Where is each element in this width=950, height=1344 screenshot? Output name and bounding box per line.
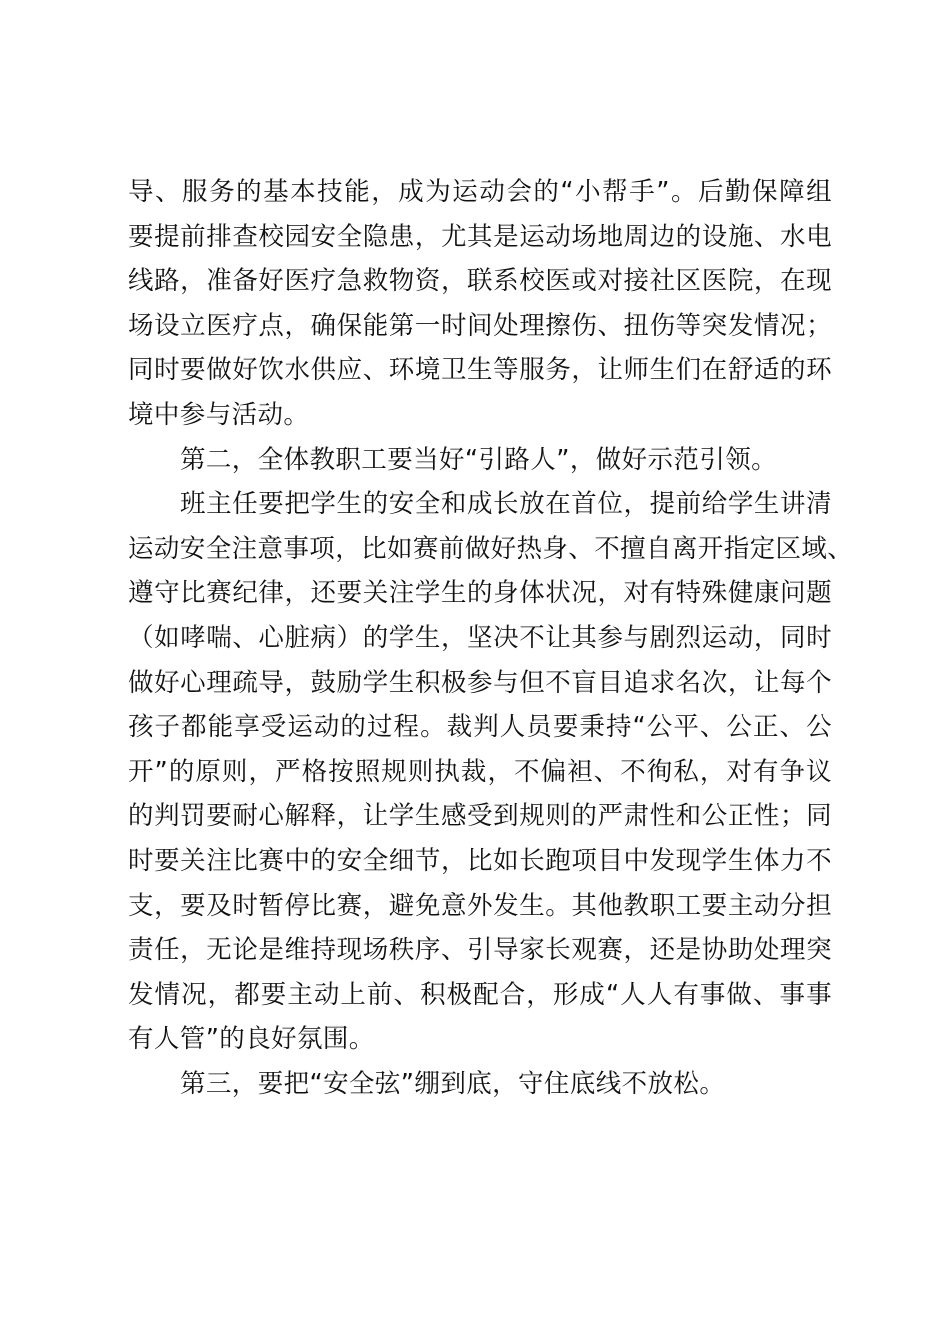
text-line: 时要关注比赛中的安全细节，比如长跑项目中发现学生体力不 (128, 845, 832, 876)
text-line: 遵守比赛纪律，还要关注学生的身体状况，对有特殊健康问题 (128, 578, 832, 609)
text-line: 境中参与活动。 (128, 399, 310, 430)
text-line: 场设立医疗点，确保能第一时间处理擦伤、扭伤等突发情况； (128, 310, 832, 341)
text-line: 孩子都能享受运动的过程。裁判人员要秉持“公平、公正、公 (128, 712, 832, 743)
text-line: （如哮喘、心脏病）的学生，坚决不让其参与剧烈运动，同时 (128, 622, 832, 653)
text-line: 班主任要把学生的安全和成长放在首位，提前给学生讲清 (180, 489, 832, 520)
text-line: 同时要做好饮水供应、环境卫生等服务，让师生们在舒适的环 (128, 355, 832, 386)
paragraph-third-heading (128, 1062, 832, 1107)
text-line: 线路，准备好医疗急救物资，联系校医或对接社区医院，在现 (128, 266, 832, 297)
text-line: 导、服务的基本技能，成为运动会的“小帮手”。后勤保障组 (128, 177, 832, 207)
text-line: 的判罚要耐心解释，让学生感受到规则的严肃性和公正性；同 (128, 801, 832, 832)
paragraph-logistics (128, 170, 832, 438)
text-line: 有人管”的良好氛围。 (128, 1024, 375, 1055)
text-line: 运动安全注意事项，比如赛前做好热身、不擅自离开指定区域、 (128, 533, 854, 564)
text-line: 第二，全体教职工要当好“引路人”，做好示范引领。 (180, 444, 778, 475)
paragraph-staff-duties (128, 482, 854, 1062)
document-page (128, 170, 854, 1106)
text-line: 责任，无论是维持现场秩序、引导家长观赛，还是协助处理突 (128, 935, 832, 966)
text-line: 开”的原则，严格按照规则执裁，不偏袒、不徇私，对有争议 (128, 756, 832, 787)
text-line: 发情况，都要主动上前、积极配合，形成“人人有事做、事事 (128, 979, 832, 1010)
text-line: 要提前排查校园安全隐患，尤其是运动场地周边的设施、水电 (128, 221, 832, 252)
paragraph-second-heading (128, 438, 832, 483)
text-line: 做好心理疏导，鼓励学生积极参与但不盲目追求名次，让每个 (128, 667, 832, 698)
text-line: 支，要及时暂停比赛，避免意外发生。其他教职工要主动分担 (128, 890, 832, 921)
text-line: 第三，要把“安全弦”绷到底，守住底线不放松。 (180, 1068, 726, 1099)
